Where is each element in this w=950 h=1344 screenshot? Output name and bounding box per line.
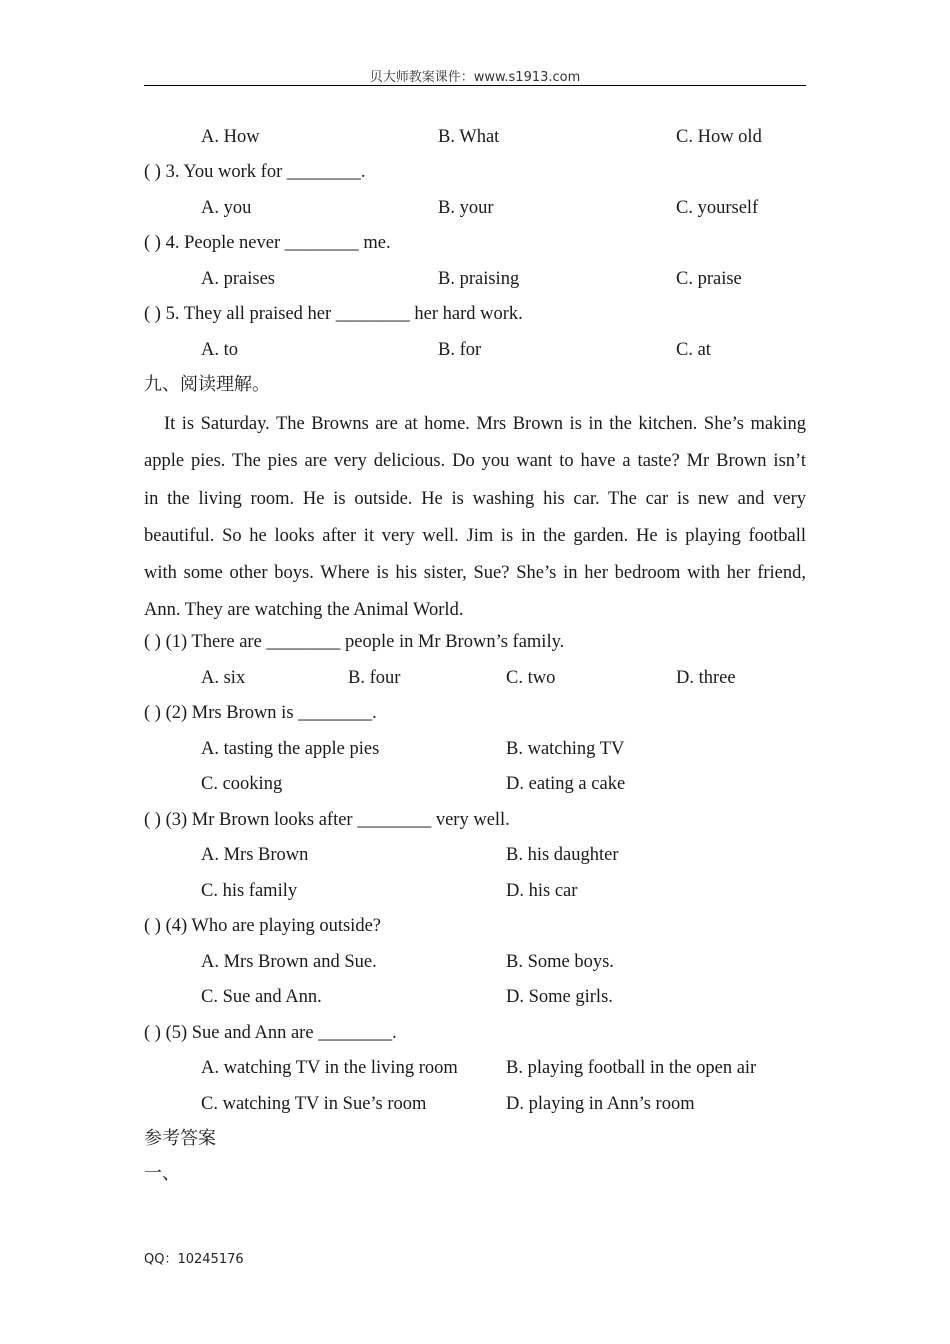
rq5-option-c: C. watching TV in Sue’s room <box>201 1094 427 1114</box>
rq4-option-b: B. Some boys. <box>506 952 614 972</box>
rq3-option-c: C. his family <box>201 881 298 901</box>
answers-title: 参考答案 <box>144 1128 216 1149</box>
rq4-option-c: C. Sue and Ann. <box>201 987 322 1007</box>
rq1-stem: ( ) (1) There are ________ people in Mr Brown’s family. <box>144 632 565 652</box>
q2-option-a: A. How <box>201 127 260 147</box>
page-footer: QQ：10245176 <box>144 1252 244 1267</box>
section-9-title: 九、阅读理解。 <box>144 374 270 395</box>
rq2-option-c: C. cooking <box>201 774 283 794</box>
reading-passage <box>144 406 806 630</box>
rq1-option-a: A. six <box>201 668 246 688</box>
q2-option-c: C. How old <box>676 127 762 147</box>
passage-line: apple pies. The pies are very delicious. Do you want to have a taste? Mr Brown isn’t <box>144 451 806 472</box>
q5-option-b: B. for <box>438 340 482 360</box>
rq1-option-c: C. two <box>506 668 556 688</box>
q4-option-c: C. praise <box>676 269 742 289</box>
rq3-option-d: D. his car <box>506 881 578 901</box>
q4-stem: ( ) 4. People never ________ me. <box>144 233 391 253</box>
q2-option-b: B. What <box>438 127 500 147</box>
passage-line: with some other boys. Where is his sister, Sue? She’s in her bedroom with her friend, <box>144 563 806 584</box>
q3-stem: ( ) 3. You work for ________. <box>144 162 366 182</box>
rq4-option-a: A. Mrs Brown and Sue. <box>201 952 377 972</box>
rq4-option-d: D. Some girls. <box>506 987 613 1007</box>
rq2-stem: ( ) (2) Mrs Brown is ________. <box>144 703 377 723</box>
rq5-option-d: D. playing in Ann’s room <box>506 1094 695 1114</box>
q3-option-b: B. your <box>438 198 494 218</box>
rq1-option-b: B. four <box>348 668 401 688</box>
rq3-option-b: B. his daughter <box>506 845 619 865</box>
q3-option-a: A. you <box>201 198 252 218</box>
passage-line: It is Saturday. The Browns are at home. Mrs Brown is in the kitchen. She’s making <box>164 414 806 434</box>
q5-option-a: A. to <box>201 340 238 360</box>
rq5-option-a: A. watching TV in the living room <box>201 1058 458 1078</box>
rq3-stem: ( ) (3) Mr Brown looks after ________ very well. <box>144 810 510 830</box>
passage-line: in the living room. He is outside. He is washing his car. The car is new and very <box>144 488 806 509</box>
rq2-option-a: A. tasting the apple pies <box>201 739 380 759</box>
q5-option-c: C. at <box>676 340 711 360</box>
rq3-option-a: A. Mrs Brown <box>201 845 309 865</box>
rq2-option-b: B. watching TV <box>506 739 625 759</box>
passage-line: Ann. They are watching the Animal World. <box>144 600 464 621</box>
rq2-option-d: D. eating a cake <box>506 774 626 794</box>
passage-line: beautiful. So he looks after it very well. Jim is in the garden. He is playing football <box>144 525 806 546</box>
q5-stem: ( ) 5. They all praised her ________ her hard work. <box>144 304 523 324</box>
header-text: 贝大师教案课件：www.s1913.com <box>369 70 581 85</box>
q4-option-a: A. praises <box>201 269 275 289</box>
answers-section-1: 一、 <box>144 1163 180 1184</box>
q3-option-c: C. yourself <box>676 198 759 218</box>
header-rule <box>144 85 806 86</box>
rq4-stem: ( ) (4) Who are playing outside? <box>144 916 381 936</box>
q4-option-b: B. praising <box>438 269 520 289</box>
rq1-option-d: D. three <box>676 668 736 688</box>
rq5-stem: ( ) (5) Sue and Ann are ________. <box>144 1023 397 1043</box>
rq5-option-b: B. playing football in the open air <box>506 1058 757 1078</box>
